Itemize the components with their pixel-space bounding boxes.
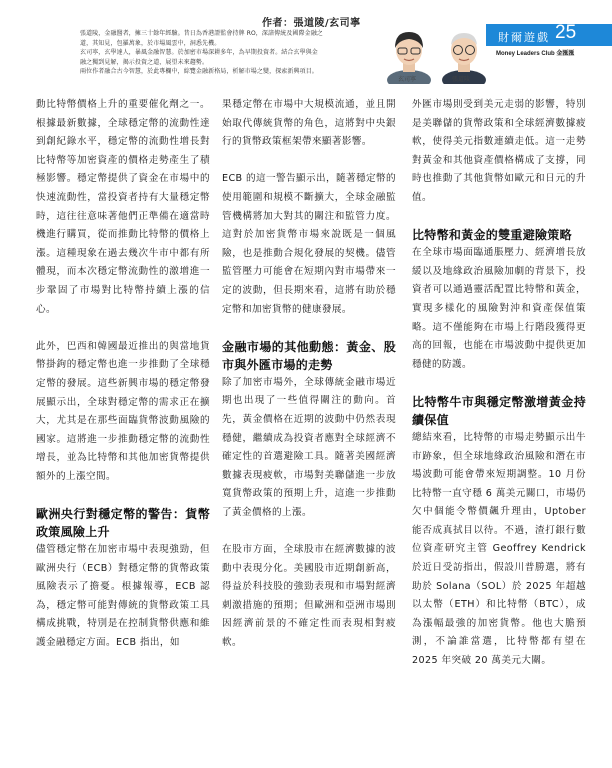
section-heading: 比特幣牛市與穩定幣激增黃金持續保值 xyxy=(412,394,586,427)
paragraph: 在股市方面，全球股市在經濟數據的波動中表現分化。美國股市近期創新高，得益於科技股的強勁表現和市場對經濟刺激措施的預期；但歐洲和亞洲市場則因經濟前景的不確定性而表現相對疲軟。 xyxy=(222,544,396,649)
bio-line: 張道陵，金融醫者，擁三十餘年經驗。昔日為香港證監會持牌 RO，深諳傳統及國際金融之 xyxy=(80,30,323,37)
paragraph: 在全球市場面臨通脹壓力、經濟增長放緩以及地緣政治風險加劇的背景下，投資者可以通過靈活配置比特幣和黃金，實現多樣化的風險對沖和資產保值策略。這不僅能夠在市場上行階段獲得更高的回報，也能在市場波動中提供更加穩健的防護。 xyxy=(412,247,586,370)
section-tab-label: 財爾遊戲 xyxy=(498,31,550,44)
paragraph: 動比特幣價格上升的重要催化劑之一。根據最新數據，全球穩定幣的流動性達到創紀錄水平，穩定幣的流動性增長對比特幣等加密資產的價格走勢產生了積極影響。穩定幣提供了資金在市場中的快速流動性，當投資者持有大量穩定幣時，這往往意味著他們正準備在適當時機進行購買，從而推動比特幣的價格上漲。這種現象在過去幾次牛市中都有所體現，而本次穩定幣流動性的激增進一步鞏固了市場對比特幣持續上漲的信心。 xyxy=(36,99,210,315)
magazine-name: Money Leaders Club 金匯匯 xyxy=(496,51,575,57)
avatar-label: 玄司寧 xyxy=(398,76,417,83)
paragraph: 除了加密市場外，全球傳統金融市場近期也出現了一些值得關注的動向。首先，黃金價格在近期的波動中仍然表現穩健，繼續成為投資者應對全球經濟不確定性的首選避險工具。隨著美國經濟數據表現疲軟，市場對美聯儲進一步放寬貨幣政策的預期上升，這進一步推動了黃金價格的上漲。 xyxy=(222,376,396,518)
page-number: 25 xyxy=(555,22,577,43)
paragraph: 此外，巴西和韓國最近推出的與當地貨幣掛鉤的穩定幣也進一步推動了全球穩定幣的發展。這些新興市場的穩定幣發展顯示出，全球對穩定幣的需求正在擴大，尤其是在那些面臨貨幣波動風險的國家。這將進一步推動穩定幣的流動性增長，並為比特幣和其他加密貨幣提供額外的上漲空間。 xyxy=(36,340,210,482)
bio-line: 融之獨到見解，揭示投資之道，展望未來趨勢。 xyxy=(80,58,209,66)
avatar-label: 張道陵 xyxy=(452,76,471,83)
author-line: 作者：張道陵/玄司寧 xyxy=(262,18,361,29)
bio-line: 兩位作者融合古今智慧，於此專欄中，綜覽金融新格局，析解市場之變，探索新興項目。 xyxy=(80,68,318,76)
section-heading: 歐洲央行對穩定幣的警告：貨幣政策風險上升 xyxy=(36,507,210,540)
author-bio xyxy=(80,29,380,77)
article-column-2 xyxy=(222,96,396,653)
section-heading: 金融市場的其他動態：黃金、股市與外匯市場的走勢 xyxy=(222,339,396,372)
bio-line: 玄司寧，玄學達人，暴風金融智慧。於加密市場深耕多年，為早期投資者。結合玄學與金 xyxy=(80,49,318,57)
page-header xyxy=(0,0,612,90)
paragraph: 儘管穩定幣在加密市場中表現強勁，但歐洲央行（ECB）對穩定幣的貨幣政策風險表示了擔憂。根據報導，ECB 認為，穩定幣可能對傳統的貨幣政策工具構成挑戰，特別是在控制貨幣供應和維護金融穩定方面。ECB 指出，如 xyxy=(36,544,210,649)
paragraph: ECB 的這一警告顯示出，隨著穩定幣的使用範圍和規模不斷擴大，全球金融監管機構將加大對其的關注和監管力度。這對於加密貨幣市場來說既是一個風險，也是推動合規化發展的契機。儘管監管壓力可能會在短期內對市場帶來一定的波動，但長期來看，這將有助於穩定幣和加密貨幣的健康發展。 xyxy=(222,173,396,315)
paragraph: 外匯市場則受到美元走弱的影響，特別是美聯儲的貨幣政策和全球經濟數據疲軟，使得美元指數連續走低。這一走勢對黃金和其他資產價格構成了支撐，同時也推動了其他貨幣如歐元和日元的升值。 xyxy=(412,99,586,203)
article-column-3 xyxy=(412,96,586,671)
bio-line: 道，其知見，包羅萬象，於市場風雲中，洞悉先機。 xyxy=(80,39,221,47)
paragraph: 總結來看，比特幣的市場走勢顯示出牛市跡象，但全球地緣政治風險和潛在市場波動可能會帶來短期調整。10 月份比特幣一直守穩 6 萬美元關口，市場仍欠中個能令幣價飆升理由，Uptober 能否成真拭目以待。不過，渣打銀行數位資產研究主管 Geoffrey Kendrick 於近日受訪指出，假設川普勝選，將有助於 Solana（SOL）於 2025 年超越以太幣（ETH）和比特幣（BTC），成為漲幅最強的加密貨幣。他也大膽預測，不論誰當選，比特幣都有望在 2025 年突破 20 萬美元大關。 xyxy=(412,431,586,667)
section-heading: 比特幣和黃金的雙重避險策略 xyxy=(412,228,572,243)
paragraph: 果穩定幣在市場中大規模流通，並且開始取代傳統貨幣的角色，這將對中央銀行的貨幣政策框架帶來顯著影響。 xyxy=(222,99,396,148)
article-column-1 xyxy=(36,96,210,653)
